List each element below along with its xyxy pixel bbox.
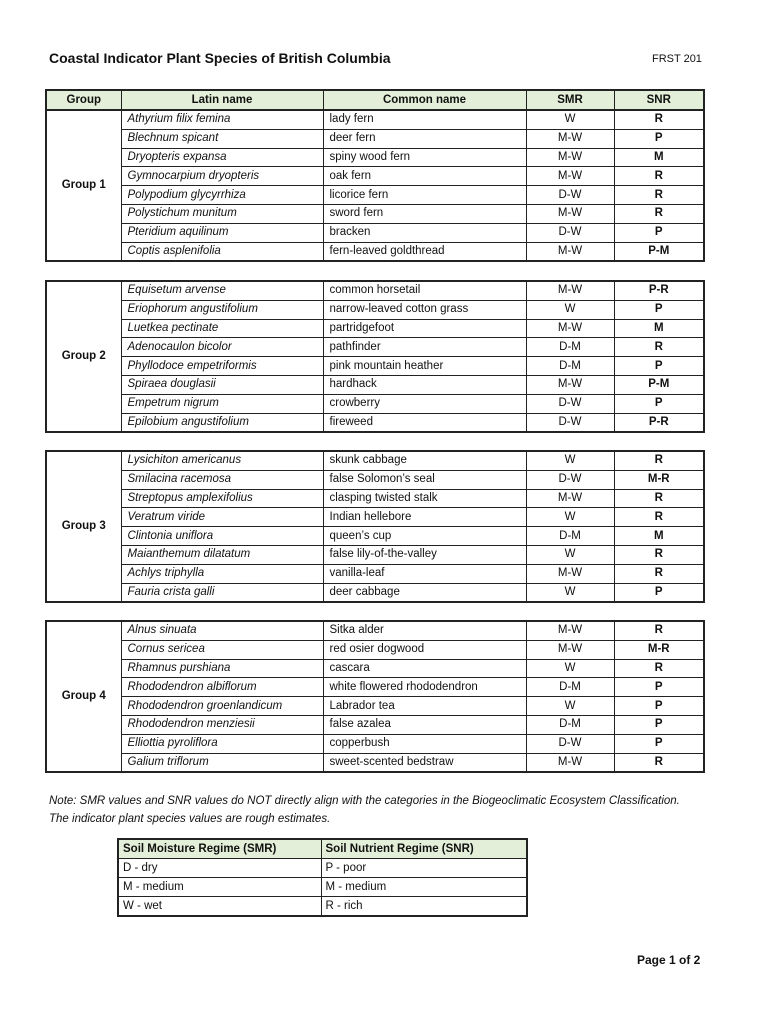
table-row bbox=[46, 621, 704, 640]
common-name-cell: Indian hellebore bbox=[323, 508, 526, 527]
smr-cell: M-W bbox=[526, 621, 614, 640]
snr-cell: M bbox=[614, 527, 704, 546]
common-name-cell: white flowered rhododendron bbox=[323, 678, 526, 697]
smr-cell: M-W bbox=[526, 319, 614, 338]
header-latin-name: Latin name bbox=[121, 90, 323, 110]
common-name-cell: false azalea bbox=[323, 715, 526, 734]
smr-cell: W bbox=[526, 583, 614, 602]
snr-cell: R bbox=[614, 204, 704, 223]
latin-name-cell: Rhododendron menziesii bbox=[121, 715, 323, 734]
common-name-cell: licorice fern bbox=[323, 186, 526, 205]
latin-name-cell: Gymnocarpium dryopteris bbox=[121, 167, 323, 186]
table-row bbox=[46, 583, 704, 602]
latin-name-cell: Spiraea douglasii bbox=[121, 375, 323, 394]
common-name-cell: fern-leaved goldthread bbox=[323, 242, 526, 261]
snr-cell: R bbox=[614, 167, 704, 186]
column-header-row bbox=[46, 90, 704, 110]
common-name-cell: vanilla-leaf bbox=[323, 564, 526, 583]
column-header-table bbox=[45, 89, 705, 111]
snr-cell: R bbox=[614, 508, 704, 527]
legend-snr-value: P - poor bbox=[321, 859, 527, 878]
common-name-cell: false lily-of-the-valley bbox=[323, 545, 526, 564]
latin-name-cell: Dryopteris expansa bbox=[121, 148, 323, 167]
table-row bbox=[46, 489, 704, 508]
group-label: Group 2 bbox=[46, 281, 121, 432]
latin-name-cell: Veratrum viride bbox=[121, 508, 323, 527]
latin-name-cell: Clintonia uniflora bbox=[121, 527, 323, 546]
snr-cell: R bbox=[614, 489, 704, 508]
smr-cell: M-W bbox=[526, 564, 614, 583]
snr-cell: R bbox=[614, 186, 704, 205]
table-row bbox=[46, 357, 704, 376]
legend-table bbox=[117, 838, 528, 917]
table-row bbox=[46, 300, 704, 319]
smr-cell: D-W bbox=[526, 186, 614, 205]
smr-cell: W bbox=[526, 300, 614, 319]
snr-cell: P bbox=[614, 734, 704, 753]
legend-header-smr: Soil Moisture Regime (SMR) bbox=[118, 839, 321, 859]
snr-cell: P-M bbox=[614, 375, 704, 394]
latin-name-cell: Pteridium aquilinum bbox=[121, 223, 323, 242]
common-name-cell: spiny wood fern bbox=[323, 148, 526, 167]
snr-cell: P bbox=[614, 129, 704, 148]
latin-name-cell: Maianthemum dilatatum bbox=[121, 545, 323, 564]
common-name-cell: crowberry bbox=[323, 394, 526, 413]
snr-cell: R bbox=[614, 338, 704, 357]
table-row bbox=[46, 281, 704, 300]
common-name-cell: narrow-leaved cotton grass bbox=[323, 300, 526, 319]
latin-name-cell: Coptis asplenifolia bbox=[121, 242, 323, 261]
snr-cell: P bbox=[614, 223, 704, 242]
snr-cell: P bbox=[614, 715, 704, 734]
smr-cell: W bbox=[526, 697, 614, 716]
snr-cell: M bbox=[614, 319, 704, 338]
latin-name-cell: Smilacina racemosa bbox=[121, 470, 323, 489]
table-row bbox=[46, 508, 704, 527]
smr-cell: M-W bbox=[526, 148, 614, 167]
latin-name-cell: Blechnum spicant bbox=[121, 129, 323, 148]
snr-cell: P bbox=[614, 357, 704, 376]
table-row bbox=[46, 753, 704, 772]
smr-cell: D-M bbox=[526, 715, 614, 734]
table-row bbox=[46, 451, 704, 470]
table-row bbox=[46, 242, 704, 261]
common-name-cell: lady fern bbox=[323, 110, 526, 129]
common-name-cell: sword fern bbox=[323, 204, 526, 223]
table-row bbox=[46, 564, 704, 583]
note-text: Note: SMR values and SNR values do NOT directly align with the categories in the Biogeoclimatic Ecosystem Classification. The indicator plant species values are rough estimates. bbox=[49, 795, 680, 825]
smr-cell: M-W bbox=[526, 281, 614, 300]
species-group-table bbox=[45, 620, 705, 773]
table-row bbox=[46, 110, 704, 129]
common-name-cell: Labrador tea bbox=[323, 697, 526, 716]
latin-name-cell: Rhamnus purshiana bbox=[121, 659, 323, 678]
table-row bbox=[46, 715, 704, 734]
table-row bbox=[46, 527, 704, 546]
common-name-cell: clasping twisted stalk bbox=[323, 489, 526, 508]
common-name-cell: deer cabbage bbox=[323, 583, 526, 602]
smr-cell: D-M bbox=[526, 678, 614, 697]
header-common-name: Common name bbox=[323, 90, 526, 110]
latin-name-cell: Lysichiton americanus bbox=[121, 451, 323, 470]
table-row bbox=[46, 204, 704, 223]
table-row bbox=[46, 167, 704, 186]
latin-name-cell: Polystichum munitum bbox=[121, 204, 323, 223]
latin-name-cell: Alnus sinuata bbox=[121, 621, 323, 640]
common-name-cell: cascara bbox=[323, 659, 526, 678]
latin-name-cell: Eriophorum angustifolium bbox=[121, 300, 323, 319]
latin-name-cell: Athyrium filix femina bbox=[121, 110, 323, 129]
legend-row bbox=[118, 859, 527, 878]
latin-name-cell: Phyllodoce empetriformis bbox=[121, 357, 323, 376]
table-row bbox=[46, 545, 704, 564]
smr-cell: D-W bbox=[526, 470, 614, 489]
species-group-table bbox=[45, 109, 705, 262]
course-code: FRST 201 bbox=[652, 53, 702, 65]
header-snr: SNR bbox=[614, 90, 704, 110]
common-name-cell: pathfinder bbox=[323, 338, 526, 357]
common-name-cell: pink mountain heather bbox=[323, 357, 526, 376]
common-name-cell: Sitka alder bbox=[323, 621, 526, 640]
snr-cell: M bbox=[614, 148, 704, 167]
smr-cell: W bbox=[526, 545, 614, 564]
latin-name-cell: Empetrum nigrum bbox=[121, 394, 323, 413]
snr-cell: R bbox=[614, 753, 704, 772]
common-name-cell: common horsetail bbox=[323, 281, 526, 300]
snr-cell: P bbox=[614, 583, 704, 602]
latin-name-cell: Achlys triphylla bbox=[121, 564, 323, 583]
legend-smr-value: D - dry bbox=[118, 859, 321, 878]
smr-cell: D-M bbox=[526, 527, 614, 546]
group-label: Group 3 bbox=[46, 451, 121, 602]
table-row bbox=[46, 375, 704, 394]
snr-cell: P bbox=[614, 678, 704, 697]
group-label: Group 4 bbox=[46, 621, 121, 772]
snr-cell: R bbox=[614, 110, 704, 129]
smr-cell: M-W bbox=[526, 242, 614, 261]
table-row bbox=[46, 394, 704, 413]
group-label: Group 1 bbox=[46, 110, 121, 261]
smr-cell: M-W bbox=[526, 640, 614, 659]
page-number: Page 1 of 2 bbox=[637, 953, 701, 967]
snr-cell: P bbox=[614, 697, 704, 716]
common-name-cell: fireweed bbox=[323, 413, 526, 432]
snr-cell: M-R bbox=[614, 640, 704, 659]
latin-name-cell: Polypodium glycyrrhiza bbox=[121, 186, 323, 205]
common-name-cell: deer fern bbox=[323, 129, 526, 148]
header-group: Group bbox=[46, 90, 121, 110]
table-row bbox=[46, 413, 704, 432]
smr-cell: D-W bbox=[526, 734, 614, 753]
smr-cell: M-W bbox=[526, 167, 614, 186]
snr-cell: P-R bbox=[614, 281, 704, 300]
legend-smr-value: M - medium bbox=[118, 878, 321, 897]
latin-name-cell: Streptopus amplexifolius bbox=[121, 489, 323, 508]
snr-cell: R bbox=[614, 545, 704, 564]
species-group-table bbox=[45, 450, 705, 603]
species-group-table bbox=[45, 280, 705, 433]
common-name-cell: false Solomon’s seal bbox=[323, 470, 526, 489]
common-name-cell: partridgefoot bbox=[323, 319, 526, 338]
snr-cell: R bbox=[614, 659, 704, 678]
smr-cell: W bbox=[526, 110, 614, 129]
legend-header-row bbox=[118, 839, 527, 859]
snr-cell: P-M bbox=[614, 242, 704, 261]
common-name-cell: oak fern bbox=[323, 167, 526, 186]
snr-cell: P bbox=[614, 300, 704, 319]
legend-row bbox=[118, 878, 527, 897]
latin-name-cell: Rhododendron groenlandicum bbox=[121, 697, 323, 716]
latin-name-cell: Cornus sericea bbox=[121, 640, 323, 659]
legend-header-snr: Soil Nutrient Regime (SNR) bbox=[321, 839, 527, 859]
common-name-cell: queen’s cup bbox=[323, 527, 526, 546]
common-name-cell: copperbush bbox=[323, 734, 526, 753]
snr-cell: P bbox=[614, 394, 704, 413]
snr-cell: R bbox=[614, 451, 704, 470]
header-smr: SMR bbox=[526, 90, 614, 110]
smr-cell: D-M bbox=[526, 357, 614, 376]
table-row bbox=[46, 678, 704, 697]
legend-snr-value: M - medium bbox=[321, 878, 527, 897]
snr-cell: R bbox=[614, 621, 704, 640]
table-row bbox=[46, 148, 704, 167]
smr-cell: D-W bbox=[526, 223, 614, 242]
latin-name-cell: Luetkea pectinate bbox=[121, 319, 323, 338]
latin-name-cell: Galium triflorum bbox=[121, 753, 323, 772]
latin-name-cell: Fauria crista galli bbox=[121, 583, 323, 602]
smr-cell: D-W bbox=[526, 394, 614, 413]
page-title: Coastal Indicator Plant Species of British Columbia bbox=[49, 50, 391, 66]
table-row bbox=[46, 319, 704, 338]
table-row bbox=[46, 186, 704, 205]
table-row bbox=[46, 734, 704, 753]
snr-cell: M-R bbox=[614, 470, 704, 489]
table-row bbox=[46, 223, 704, 242]
smr-cell: M-W bbox=[526, 204, 614, 223]
table-row bbox=[46, 470, 704, 489]
table-row bbox=[46, 640, 704, 659]
smr-cell: D-M bbox=[526, 338, 614, 357]
smr-cell: W bbox=[526, 451, 614, 470]
common-name-cell: bracken bbox=[323, 223, 526, 242]
common-name-cell: sweet-scented bedstraw bbox=[323, 753, 526, 772]
latin-name-cell: Adenocaulon bicolor bbox=[121, 338, 323, 357]
common-name-cell: red osier dogwood bbox=[323, 640, 526, 659]
latin-name-cell: Rhododendron albiflorum bbox=[121, 678, 323, 697]
smr-cell: M-W bbox=[526, 375, 614, 394]
common-name-cell: hardhack bbox=[323, 375, 526, 394]
snr-cell: P-R bbox=[614, 413, 704, 432]
smr-cell: M-W bbox=[526, 129, 614, 148]
table-row bbox=[46, 129, 704, 148]
table-row bbox=[46, 697, 704, 716]
common-name-cell: skunk cabbage bbox=[323, 451, 526, 470]
latin-name-cell: Elliottia pyroliflora bbox=[121, 734, 323, 753]
snr-cell: R bbox=[614, 564, 704, 583]
latin-name-cell: Epilobium angustifolium bbox=[121, 413, 323, 432]
legend-row bbox=[118, 897, 527, 917]
latin-name-cell: Equisetum arvense bbox=[121, 281, 323, 300]
smr-cell: D-W bbox=[526, 413, 614, 432]
smr-cell: W bbox=[526, 508, 614, 527]
legend-snr-value: R - rich bbox=[321, 897, 527, 917]
smr-cell: W bbox=[526, 659, 614, 678]
table-row bbox=[46, 338, 704, 357]
table-row bbox=[46, 659, 704, 678]
legend-smr-value: W - wet bbox=[118, 897, 321, 917]
smr-cell: M-W bbox=[526, 489, 614, 508]
smr-cell: M-W bbox=[526, 753, 614, 772]
